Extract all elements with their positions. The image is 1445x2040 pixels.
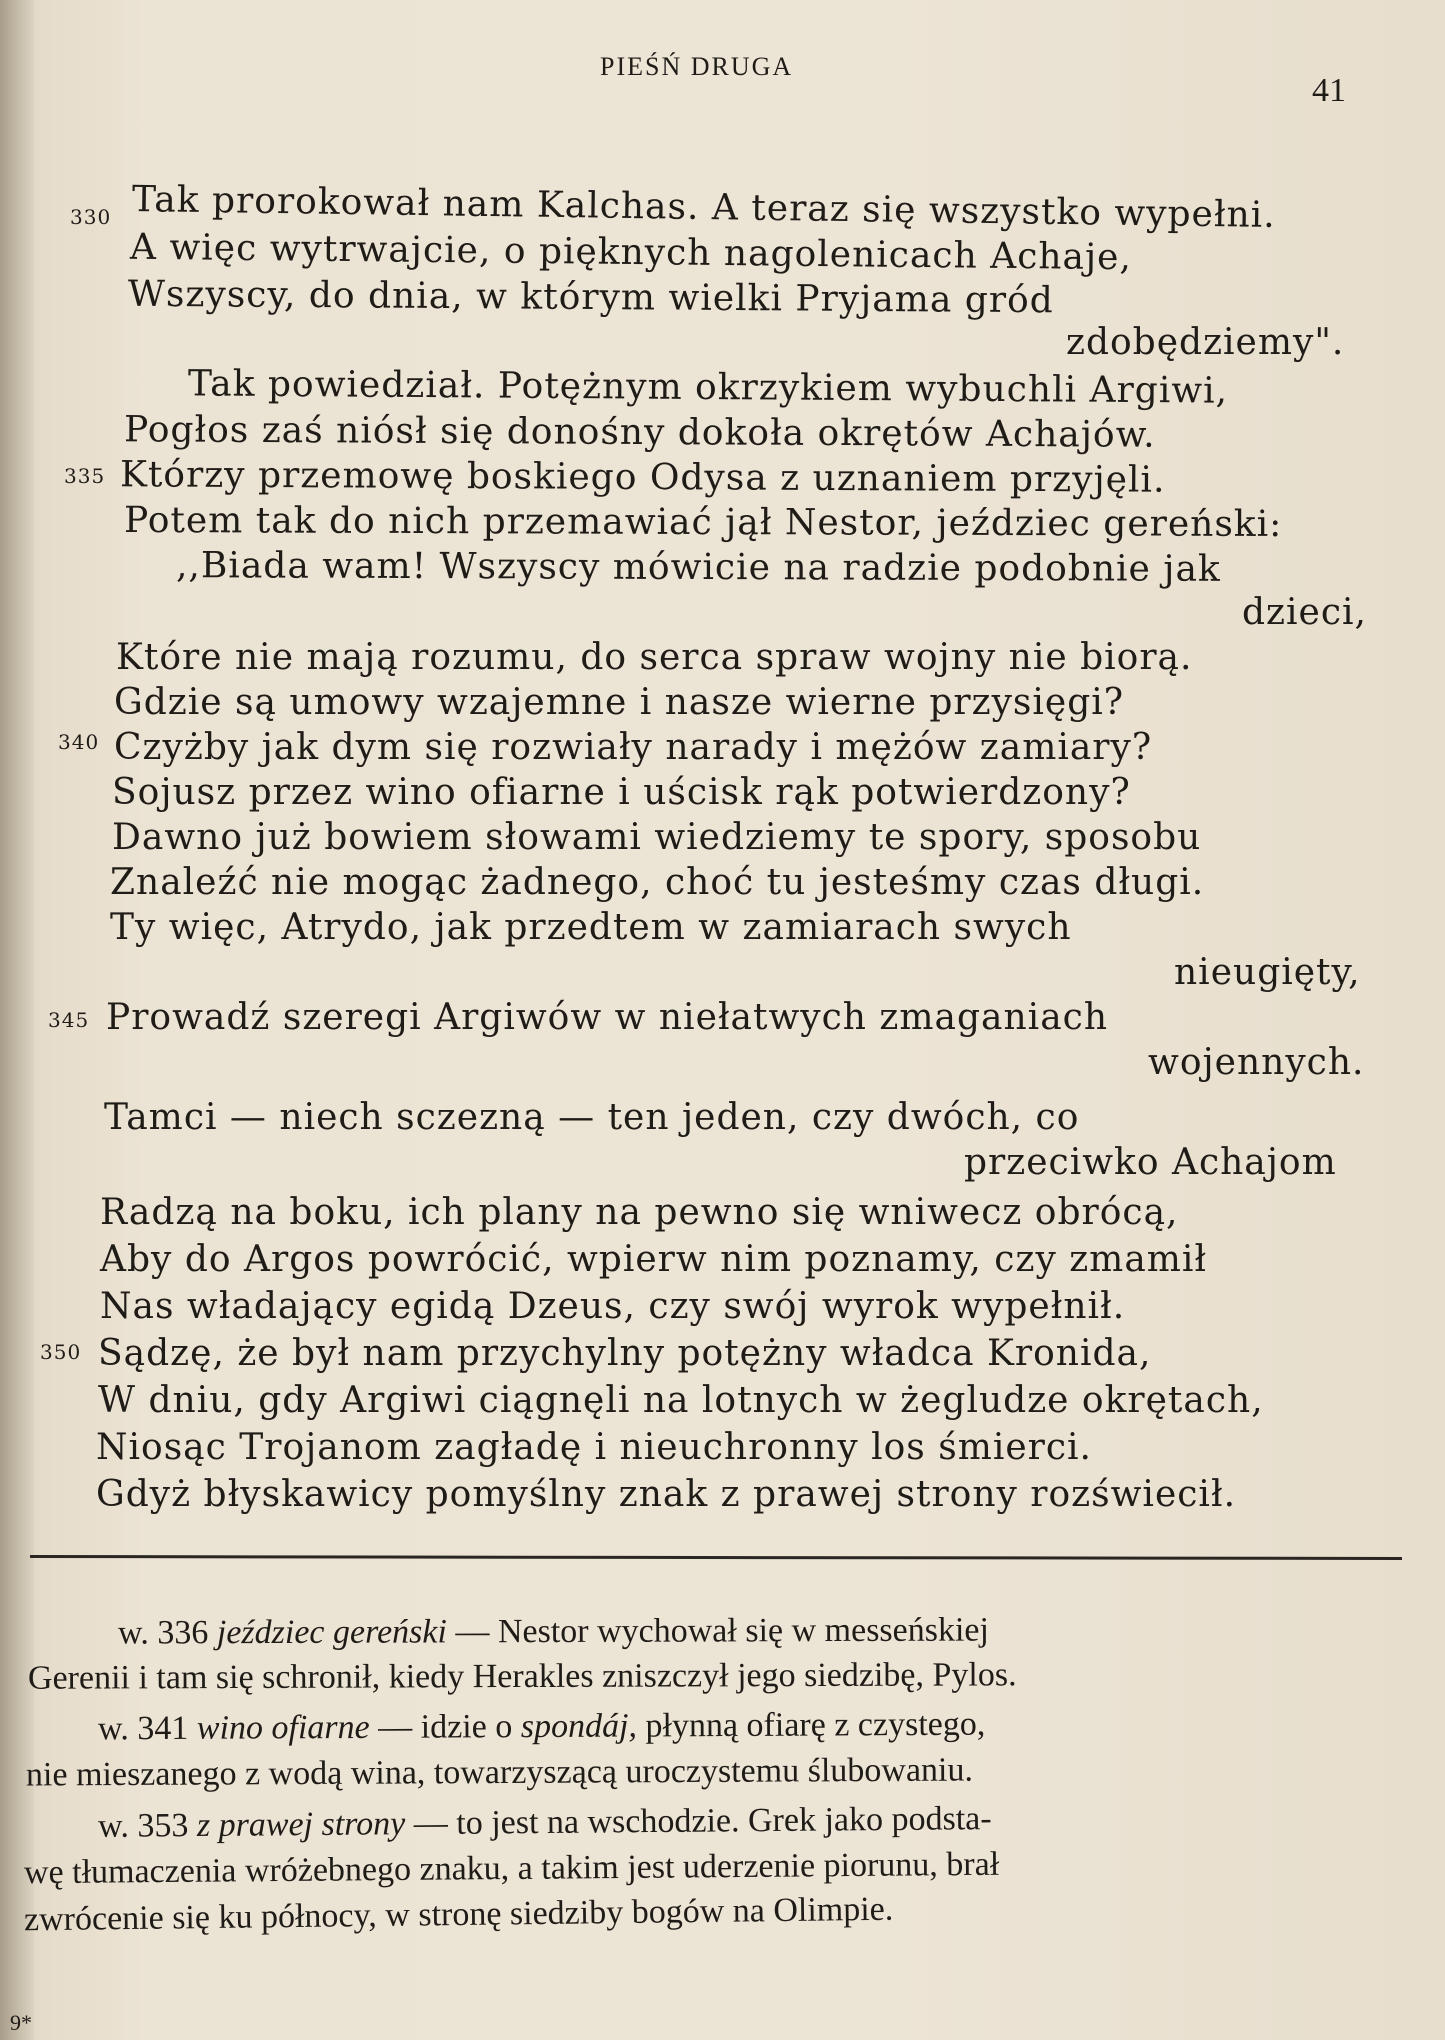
- footnote-continuation: Gerenii i tam się schronił, kiedy Herakles zniszczył jego siedzibę, Pylos.: [27, 1656, 1017, 1697]
- verse-line: Które nie mają rozumu, do serca spraw wojny nie biorą.: [116, 637, 1193, 678]
- verse-line-continuation: przeciwko Achajom: [964, 1142, 1337, 1183]
- verse-line: Potem tak do nich przemawiać jął Nestor, jeździec gereński:: [123, 499, 1283, 546]
- footnote-ref: w. 341: [97, 1709, 189, 1748]
- verse-line: Nas władający egidą Dzeus, czy swój wyrok wypełnił.: [100, 1286, 1126, 1327]
- verse-line: ,,Biada wam! Wszyscy mówicie na radzie podobnie jak: [175, 545, 1221, 590]
- verse-line: Gdyż błyskawicy pomyślny znak z prawej strony rozświecił.: [96, 1474, 1237, 1515]
- page-number: 41: [1312, 72, 1346, 109]
- footnote: [97, 1705, 986, 1748]
- verse-line: Niosąc Trojanom zagładę i nieuchronny los śmierci.: [96, 1427, 1092, 1468]
- footnote-term: z prawej strony: [196, 1805, 406, 1845]
- footnote-continuation: zwrócenie się ku północy, w stronę siedziby bogów na Olimpie.: [23, 1890, 894, 1939]
- verse-line: Tamci — niech sczezną — ten jeden, czy dwóch, co: [104, 1097, 1080, 1138]
- footnote-text: — to jest na wschodzie. Grek jako podsta-: [413, 1800, 992, 1843]
- footnote: [118, 1613, 989, 1650]
- verse-line: Radzą na boku, ich plany na pewno się wniwecz obrócą,: [100, 1192, 1179, 1233]
- footnote: [98, 1802, 992, 1844]
- verse-line: Prowadź szeregi Argiwów w niełatwych zmaganiach: [106, 997, 1109, 1038]
- running-title: PIEŚŃ DRUGA: [600, 52, 794, 81]
- footnote-continuation: wę tłumaczenia wróżebnego znaku, a takim jest uderzenie piorunu, brał: [23, 1845, 1000, 1892]
- verse-line: Gdzie są umowy wzajemne i nasze wierne przysięgi?: [114, 682, 1125, 723]
- line-number: 335: [64, 464, 106, 488]
- line-number: 330: [70, 205, 112, 229]
- footnote-text: płynną ofiarę z czystego,: [645, 1705, 986, 1745]
- footnote-divider: [30, 1555, 1402, 1560]
- verse-line: W dniu, gdy Argiwi ciągnęli na lotnych w żegludze okrętach,: [98, 1380, 1264, 1421]
- verse-line: Czyżby jak dym się rozwiały narady i mężów zamiary?: [114, 727, 1153, 768]
- footnote-term: jeździec gereński: [216, 1613, 447, 1652]
- footnote-term: spondáj,: [520, 1707, 638, 1746]
- verse-line-continuation: wojennych.: [1148, 1042, 1365, 1083]
- line-number: 340: [58, 730, 100, 754]
- verse-line-continuation: dzieci,: [1242, 592, 1367, 633]
- verse-line-continuation: nieugięty,: [1174, 952, 1361, 993]
- verse-line: Pogłos zaś niósł się donośny dokoła okrętów Achajów.: [123, 409, 1156, 456]
- verse-line: Wszyscy, do dnia, w którym wielki Pryjama gród: [127, 273, 1054, 322]
- footnote-text: — idzie o: [378, 1708, 513, 1746]
- verse-line-continuation: zdobędziemy".: [1066, 322, 1345, 363]
- footnote-ref: w. 336: [117, 1614, 209, 1652]
- verse-line: Tak powiedział. Potężnym okrzykiem wybuchli Argiwi,: [187, 363, 1229, 412]
- footnote-ref: w. 353: [97, 1807, 189, 1845]
- verse-line: Znaleźć nie mogąc żadnego, choć tu jesteśmy czas długi.: [110, 862, 1205, 903]
- verse-line: A więc wytrwajcie, o pięknych nagolenicach Achaje,: [129, 226, 1133, 279]
- signature-mark: 9*: [10, 2010, 32, 2035]
- footnote-term: wino ofiarne: [196, 1708, 370, 1747]
- footnote-text: — Nestor wychował się w messeńskiej: [455, 1611, 989, 1651]
- line-number: 350: [40, 1340, 82, 1364]
- verse-line: Aby do Argos powrócić, wpierw nim poznamy, czy zmamił: [100, 1239, 1208, 1280]
- verse-line: Którzy przemowę boskiego Odysa z uznaniem przyjęli.: [119, 454, 1166, 501]
- verse-line: Sojusz przez wino ofiarne i uścisk rąk potwierdzony?: [112, 772, 1131, 813]
- verse-line: Sądzę, że był nam przychylny potężny władca Kronida,: [98, 1333, 1152, 1374]
- verse-line: Tak prorokował nam Kalchas. A teraz się wszystko wypełni.: [131, 179, 1276, 236]
- verse-line: Ty więc, Atrydo, jak przedtem w zamiarach swych: [110, 907, 1072, 948]
- footnote-continuation: nie mieszanego z wodą wina, towarzyszącą uroczystemu ślubowaniu.: [25, 1751, 974, 1794]
- page-binding-edge: [0, 0, 34, 2040]
- verse-line: Dawno już bowiem słowami wiedziemy te spory, sposobu: [112, 817, 1202, 858]
- line-number: 345: [48, 1008, 90, 1032]
